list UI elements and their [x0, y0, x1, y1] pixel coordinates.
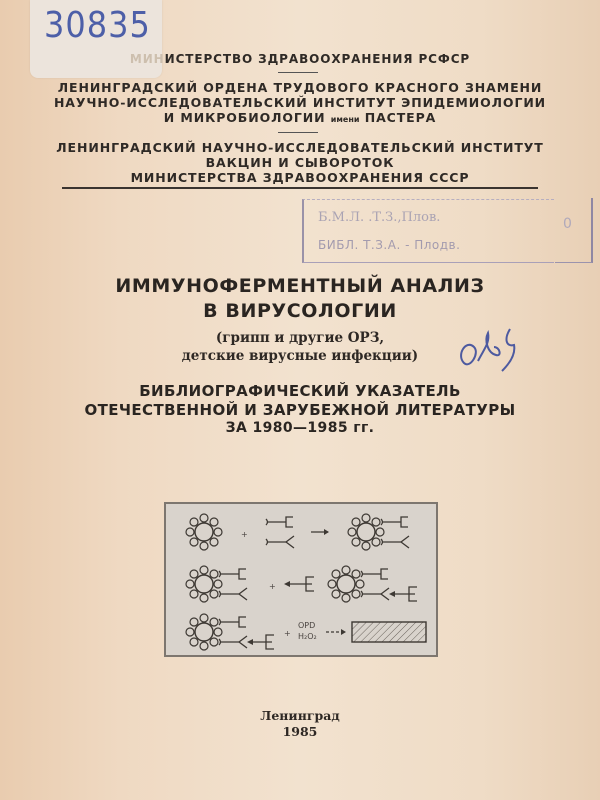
title-line2: В ВИРУСОЛОГИИ: [203, 300, 397, 322]
short-divider: [278, 72, 318, 73]
inventory-number: 30835: [44, 4, 151, 46]
title-line1: ИММУНОФЕРМЕНТНЫЙ АНАЛИЗ: [115, 275, 485, 297]
ministry-rsfsr-text: ИСТЕРСТВО ЗДРАВООХРАНЕНИЯ РСФСР: [164, 52, 471, 66]
institute1-line3: [0, 110, 600, 125]
institute1-line1: ЛЕНИНГРАДСКИЙ ОРДЕНА ТРУДОВОГО КРАСНОГО ЗНАМЕНИ: [57, 80, 543, 95]
long-divider: [62, 187, 538, 189]
elisa-diagram: [164, 502, 438, 657]
short-divider-2: [278, 132, 318, 133]
inventory-sticker: [30, 0, 162, 78]
ministry-faint-prefix: МИН: [129, 52, 165, 66]
institute2-line3: МИНИСТЕРСТВА ЗДРАВООХРАНЕНИЯ СССР: [130, 170, 470, 185]
institute2-line2: ВАКЦИН И СЫВОРОТОК: [205, 155, 395, 170]
stamp-mark: 0: [563, 216, 572, 232]
institute1-line2: НАУЧНО-ИССЛЕДОВАТЕЛЬСКИЙ ИНСТИТУТ ЭПИДЕМИОЛОГИИ: [53, 95, 547, 110]
elisa-scheme-icon: [166, 504, 436, 655]
library-stamp: [302, 199, 554, 263]
handwritten-signature-icon: [454, 325, 534, 375]
description-line3: ЗА 1980—1985 гг.: [225, 420, 375, 436]
institute1-line3-small: имени: [330, 115, 360, 124]
institute1-line3-a: И МИКРОБИОЛОГИИ: [163, 110, 331, 125]
plus-sign-3: +: [284, 629, 291, 638]
stamp-right-box: [555, 198, 593, 263]
substrate-h2o2: H₂O₂: [298, 632, 317, 641]
imprint-city: Ленинград: [260, 708, 340, 723]
subtitle-line1: (грипп и другие ОРЗ,: [215, 330, 385, 346]
ministry-rsfsr-line: [0, 52, 600, 66]
institute2-line1: ЛЕНИНГРАДСКИЙ НАУЧНО-ИССЛЕДОВАТЕЛЬСКИЙ ИНСТИТУТ: [56, 140, 544, 155]
stamp-line2: БИБЛ. Т.З.А. - Плодв.: [318, 238, 461, 252]
plus-sign-1: +: [241, 530, 248, 539]
stamp-line1: Б.М.Л. .Т.З.,Плов.: [318, 210, 441, 225]
substrate-opd: OPD: [298, 621, 316, 630]
subtitle-line2: детские вирусные инфекции): [181, 348, 419, 364]
plus-sign-2: +: [269, 582, 276, 591]
description-line2: ОТЕЧЕСТВЕННОЙ И ЗАРУБЕЖНОЙ ЛИТЕРАТУРЫ: [84, 401, 516, 419]
imprint-year: 1985: [282, 724, 318, 739]
description-line1: БИБЛИОГРАФИЧЕСКИЙ УКАЗАТЕЛЬ: [139, 382, 461, 400]
institute1-line3-b: ПАСТЕРА: [359, 110, 437, 125]
